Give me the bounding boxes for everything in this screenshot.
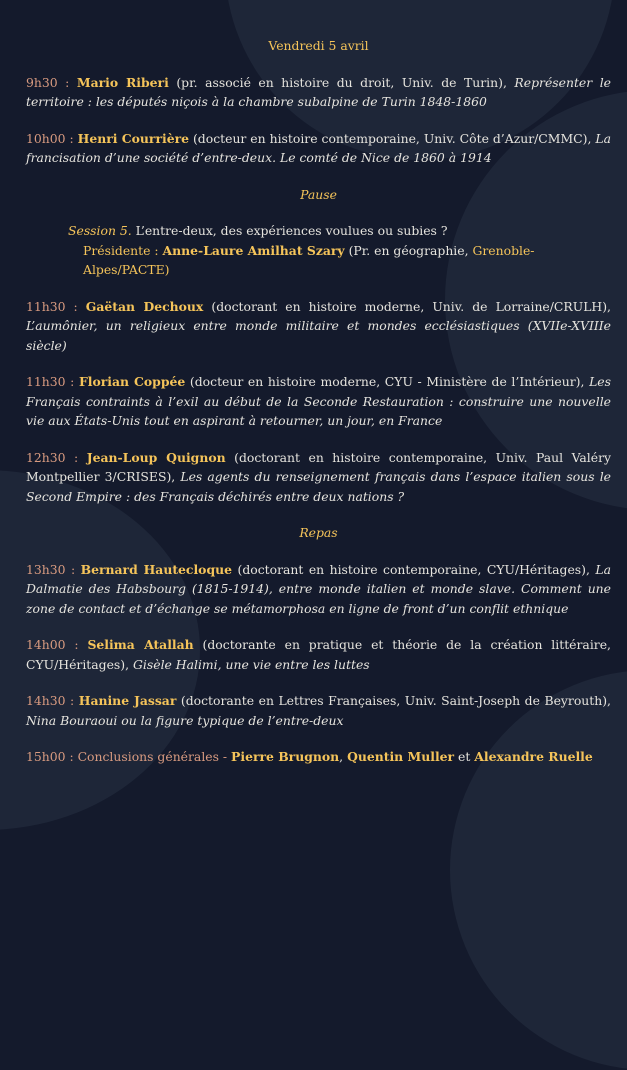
speaker-name: Bernard Hautecloque [80,561,233,577]
president-institution: Grenoble-Alpes/PACTE) [83,242,535,277]
session-title: L’entre-deux, des expériences voulues ou subies ? [131,223,448,238]
lunch-label: Repas [299,525,338,540]
speaker-name: Mario Riberi [76,74,169,90]
speaker-name: Selima Atallah [87,637,194,652]
speaker-affiliation: (pr. associé en histoire du droit, Univ. de Turin), [168,74,515,90]
program-entry-4: 11h30 : Florian Coppée (docteur en histoire moderne, CYU - Ministère de l’Intérieur), Les Français contraints à l’exil au début de la Seconde Restauration : construire une nouvelle vie aux États-Unis tout en aspirant à retourner, un jour, en France [26,374,611,428]
entry-time: 11h30 [26,374,66,389]
session-header [26,221,611,280]
speaker-name: Gaëtan Dechoux [85,298,204,314]
entry-time: 14h00 [26,637,66,652]
speaker-name: Alexandre Ruelle [474,749,593,764]
entry-time: 14h30 [26,693,66,708]
program-entry-1: 9h30 : Mario Riberi (pr. associé en histoire du droit, Univ. de Turin), Représenter le territoire : les députés niçois à la chambre subalpine de Turin 1848-1860 [26,74,611,109]
program-entry-3: 11h30 : Gaëtan Dechoux (doctorant en histoire moderne, Univ. de Lorraine/CRULH), L’aumônier, un religieux entre monde militaire et mondes ecclésiastiques (XVIIe-XVIIIe siècle) [26,298,611,353]
program-entry-7: 14h00 : Selima Atallah (doctorante en pratique et théorie de la création littéraire, CYU/Héritages), Gisèle Halimi, une vie entre les luttes [26,637,611,672]
program-content [26,36,611,784]
speaker-affiliation: (doctorant en histoire moderne, Univ. de Lorraine/CRULH), [203,298,611,314]
president-label: Présidente : [83,242,163,258]
session-president-line [83,241,611,280]
talk-title: Nina Bouraoui ou la figure typique de l’entre-deux [26,712,344,728]
speaker-name: Hanine Jassar [78,693,177,708]
speaker-name: Florian Coppée [78,374,186,389]
entry-time: 12h30 [26,449,66,465]
entry-time: 11h30 [26,298,66,314]
program-entry-6: 13h30 : Bernard Hautecloque (doctorant en histoire contemporaine, CYU/Héritages), La Dalmatie des Habsbourg (1815-1914), entre monde italien et monde slave. Comment une zone de contact et d’échange se métamorphosa en ligne de front d’un conflit ethnique [26,561,611,616]
talk-title: L’aumônier, un religieux entre monde militaire et mondes ecclésiastiques (XVIIe-XVIIIe siècle) [26,318,611,353]
speaker-affiliation: (doctorant en histoire contemporaine, Univ. Paul Valéry Montpellier 3/CRISES), [26,449,611,484]
talk-title: Gisèle Halimi, une vie entre les luttes [133,656,370,672]
entry-time: 15h00 [26,749,66,764]
speaker-affiliation: (docteur en histoire contemporaine, Univ. Côte d’Azur/CMMC), [189,130,596,146]
speaker-affiliation: (docteur en histoire moderne, CYU - Ministère de l’Intérieur), [185,374,590,389]
talk-title: Représenter le territoire : les députés niçois à la chambre subalpine de Turin 1848-1860 [26,74,611,109]
conclusion-text: : Conclusions générales - [65,749,232,764]
speaker-name: Henri Courrière [77,130,189,146]
entry-time: 10h00 [26,130,66,146]
conclusion-entry: 15h00 : Conclusions générales - Pierre Brugnon, Quentin Muller et Alexandre Ruelle [26,749,593,764]
program-entry-2: 10h00 : Henri Courrière (docteur en histoire contemporaine, Univ. Côte d’Azur/CMMC), La francisation d’une société d’entre-deux. Le comté de Nice de 1860 à 1914 [26,130,611,165]
speaker-name: Quentin Muller [347,749,455,764]
speaker-name: Pierre Brugnon [231,749,340,764]
program-entry-5: 12h30 : Jean-Loup Quignon (doctorant en histoire contemporaine, Univ. Paul Valéry Montpellier 3/CRISES), Les agents du renseignement français dans l’espace italien sous le Second Empire : des Français déchirés entre deux nations ? [26,449,611,504]
president-name: Anne-Laure Amilhat Szary [162,242,345,258]
speaker-affiliation: (doctorante en Lettres Françaises, Univ. Saint-Joseph de Beyrouth), [176,693,611,708]
entry-time: 13h30 [26,561,66,577]
session-number: Session 5. [68,223,132,238]
entry-time: 9h30 [26,74,58,90]
session-title-line [68,221,611,241]
speaker-affiliation: (doctorante en pratique et théorie de la création littéraire, CYU/Héritages), [26,637,611,672]
talk-title: La Dalmatie des Habsbourg (1815-1914), entre monde italien et monde slave. Comment une zone de contact et d’échange se métamorphosa en ligne de front d’un conflit ethnique [26,561,611,616]
day-heading: Vendredi 5 avril [268,38,369,53]
speaker-name: Jean-Loup Quignon [86,449,226,465]
speaker-affiliation: (doctorant en histoire contemporaine, CYU/Héritages), [232,561,596,577]
president-affiliation: (Pr. en géographie, [344,242,473,258]
pause-label: Pause [300,186,337,202]
talk-title: Les agents du renseignement français dans l’espace italien sous le Second Empire : des Français déchirés entre deux nations ? [26,469,611,504]
program-entry-8: 14h30 : Hanine Jassar (doctorante en Lettres Françaises, Univ. Saint-Joseph de Beyrouth), Nina Bouraoui ou la figure typique de l’entre-deux [26,693,611,728]
talk-title: Les Français contraints à l’exil au début de la Seconde Restauration : construire une nouvelle vie aux États-Unis tout en aspirant à retourner, un jour, en France [26,374,611,428]
talk-title: La francisation d’une société d’entre-deux. Le comté de Nice de 1860 à 1914 [26,130,611,165]
